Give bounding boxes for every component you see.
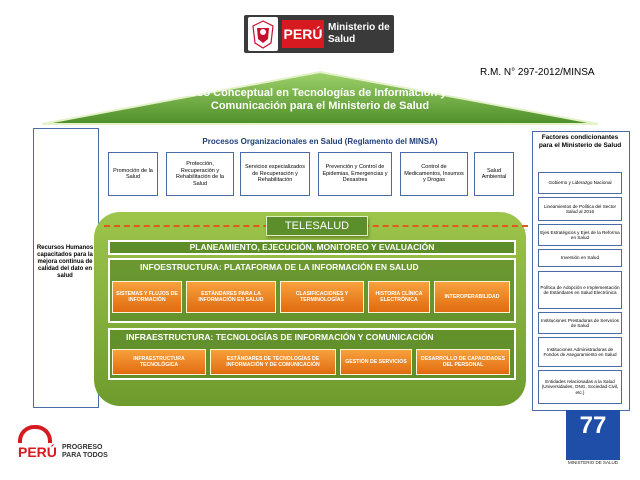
process-item: Salud Ambiental bbox=[474, 152, 514, 196]
logo-ministry-text: Ministerio de Salud bbox=[328, 22, 390, 45]
infostructure-item: INTEROPERABILIDAD bbox=[434, 281, 510, 313]
planning-band: PLANEAMIENTO, EJECUCIÓN, MONITOREO Y EVALUACIÓN bbox=[108, 240, 516, 255]
left-panel-text: Recursos Humanos capacitados para la mejora continua de calidad del dato en salud bbox=[36, 245, 94, 279]
infostructure-item: SISTEMAS Y FLUJOS DE INFORMACIÓN bbox=[112, 281, 182, 313]
process-item: Servicios especializados de Recuperación y Rehabilitación bbox=[240, 152, 310, 196]
process-item: Control de Medicamentos, Insumos y Drogas bbox=[400, 152, 468, 196]
roof-title: Marco Conceptual en Tecnologías de Información y de Comunicación para el Ministerio de Salud bbox=[177, 87, 463, 112]
infostructure-item: ESTÁNDARES PARA LA INFORMACIÓN EN SALUD bbox=[186, 281, 276, 313]
infostructure-item: CLASIFICACIONES Y TERMINOLOGÍAS bbox=[280, 281, 364, 313]
process-item: Promoción de la Salud bbox=[108, 152, 158, 196]
infrastructure-item: INFRAESTRUCTURA TECNOLÓGICA bbox=[112, 349, 206, 375]
factor-item: Inversión en Salud bbox=[538, 249, 622, 267]
infrastructure-item: DESARROLLO DE CAPACIDADES DEL PERSONAL bbox=[416, 349, 510, 375]
infostructure-item: HISTORIA CLÍNICA ELECTRÓNICA bbox=[368, 281, 430, 313]
factor-item: Ejes Estratégicos y Ejes de la Reforma en Salud bbox=[538, 224, 622, 246]
factor-item: Lineamientos de Política del Sector Salud al 2016 bbox=[538, 197, 622, 221]
infrastructure-item: GESTIÓN DE SERVICIOS bbox=[340, 349, 412, 375]
factor-item: Política de Adopción e Implementación de Estándares en Salud Electrónica bbox=[538, 271, 622, 309]
factor-item: Instituciones Prestadoras de Servicios de Salud bbox=[538, 312, 622, 334]
peru-logo-arc-icon bbox=[18, 425, 52, 443]
process-item: Protección, Recuperación y Rehabilitación de la Salud bbox=[166, 152, 234, 196]
peru-logo-text: PERÚ bbox=[18, 444, 57, 460]
roof-shape bbox=[0, 0, 640, 140]
slogan-line-1: PROGRESO bbox=[62, 444, 103, 451]
emblem-number: 77 bbox=[579, 412, 607, 439]
processes-title: Procesos Organizacionales en Salud (Reglamento del MINSA) bbox=[202, 137, 438, 146]
infrastructure-title: INFRAESTRUCTURA: TECNOLOGÍAS DE INFORMACIÓN Y COMUNICACIÓN bbox=[126, 332, 434, 342]
factor-item: Instituciones Administradoras de Fondos de Aseguramiento en Salud bbox=[538, 337, 622, 367]
resolution-number: R.M. N° 297-2012/MINSA bbox=[480, 67, 595, 78]
infostructure-title: INFOESTRUCTURA: PLATAFORMA DE LA INFORMACIÓN EN SALUD bbox=[140, 262, 419, 272]
peru-slogan bbox=[62, 444, 108, 460]
slogan-line-2: PARA TODOS bbox=[62, 452, 108, 459]
right-panel-title: Factores condicionantes para el Ministerio de Salud bbox=[538, 134, 622, 149]
logo-peru-text: PERÚ bbox=[282, 20, 324, 48]
process-item: Prevención y Control de Epidemias, Emergencias y Desastres bbox=[318, 152, 392, 196]
telesalud-label: TELESALUD bbox=[266, 216, 368, 236]
emblem-caption: MINISTERIO DE SALUD bbox=[567, 460, 618, 465]
factor-item: Entidades relacionadas a la Salud (Universidades, ONG, Sociedad Civil, etc.) bbox=[538, 370, 622, 404]
infrastructure-item: ESTÁNDARES DE TECNOLOGÍAS DE INFORMACIÓN Y DE COMUNICACIÓN bbox=[210, 349, 336, 375]
factor-item: Gobierno y Liderazgo Nacional bbox=[538, 172, 622, 194]
